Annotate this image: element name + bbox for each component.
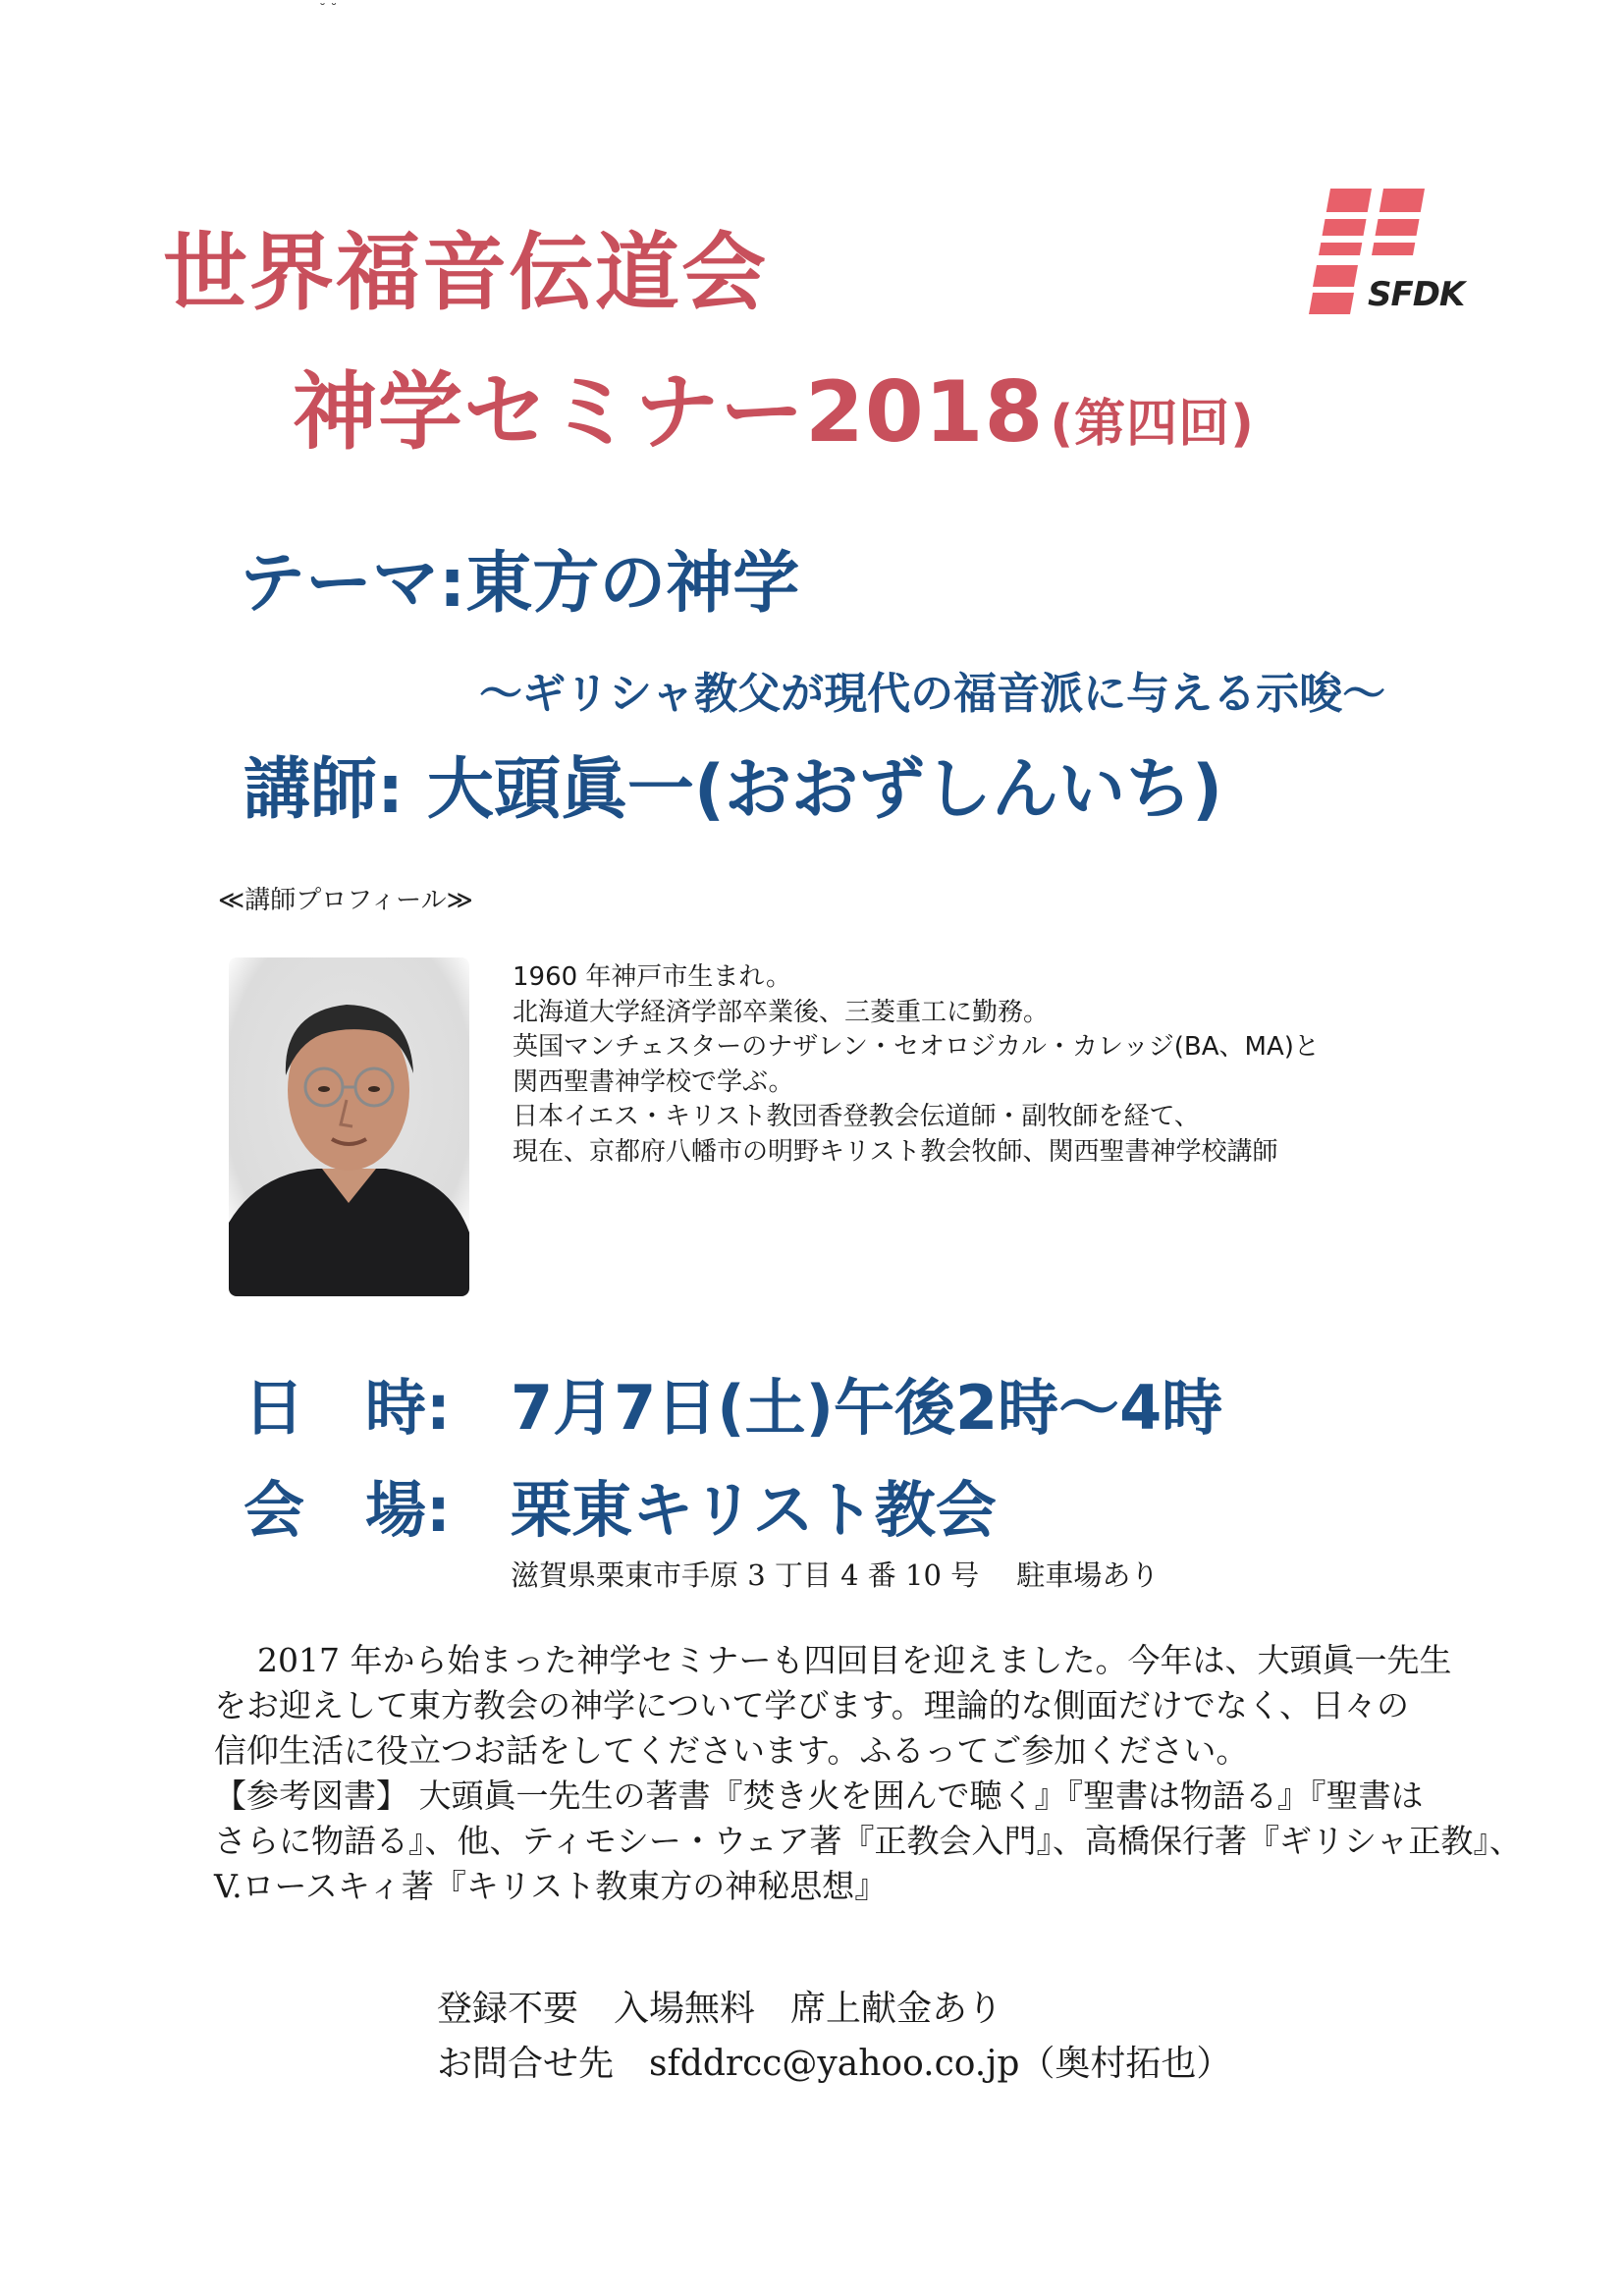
profile-bio xyxy=(513,960,1320,1170)
contact-info: お問合せ先 sfddrcc@yahoo.co.jp（奥村拓也） xyxy=(437,2044,1232,2084)
venue-label: 会 場: xyxy=(243,1474,451,1546)
description-line: 信仰生活に役立つお話をしてくださいます。ふるってご参加ください。 xyxy=(214,1731,1249,1770)
venue-address: 滋賀県栗東市手原 3 丁目 4 番 10 号 駐車場あり xyxy=(511,1558,1160,1592)
profile-heading: ≪講師プロフィール≫ xyxy=(218,886,473,915)
date-value: 7月7日(土)午後2時〜4時 xyxy=(511,1372,1223,1444)
organization-title: 世界福音伝道会 xyxy=(163,224,768,322)
date-label: 日 時: xyxy=(243,1372,451,1444)
bio-line: 現在、京都府八幡市の明野キリスト教会牧師、関西聖書神学校講師 xyxy=(513,1136,1278,1167)
reference-books-line: さらに物語る』、他、ティモシー・ウェア著『正教会入門』、高橋保行著『ギリシャ正教』、 xyxy=(214,1822,1522,1860)
description-line: 2017 年から始まった神学セミナーも四回目を迎えました。今年は、大頭眞一先生 xyxy=(257,1641,1452,1679)
speaker-portrait-icon xyxy=(229,957,469,1296)
bio-line: 英国マンチェスターのナザレン・セオロジカル・カレッジ(BA、MA)と xyxy=(513,1032,1320,1062)
scan-mark: ˘ ˘ xyxy=(319,2,338,18)
bio-line: 1960 年神戸市生まれ。 xyxy=(513,962,791,992)
bio-line: 関西聖書神学校で学ぶ。 xyxy=(513,1066,794,1097)
theme-heading: テーマ:東方の神学 xyxy=(239,545,800,623)
speaker-heading: 講師: 大頭眞一(おおずしんいち) xyxy=(243,751,1223,829)
bio-line: 北海道大学経済学部卒業後、三菱重工に勤務。 xyxy=(513,997,1050,1027)
theme-subtitle: 〜ギリシャ教父が現代の福音派に与える示唆〜 xyxy=(479,669,1386,719)
footer-info xyxy=(437,1982,1231,2092)
logo-text: SFDK xyxy=(1368,275,1465,314)
reference-books-line: V.ロースキィ著『キリスト教東方の神秘思想』 xyxy=(214,1867,888,1905)
description-line: をお迎えして東方教会の神学について学びます。理論的な側面だけでなく、日々の xyxy=(214,1686,1410,1724)
admission-info: 登録不要 入場無料 席上献金あり xyxy=(437,1989,1003,2029)
seminar-title xyxy=(293,344,1255,465)
speaker-photo xyxy=(229,957,469,1296)
description-text xyxy=(214,1638,1522,1909)
venue-value: 栗東キリスト教会 xyxy=(511,1474,997,1546)
seminar-title-edition: (第四回) xyxy=(1050,395,1255,454)
bio-line: 日本イエス・キリスト教団香登教会伝道師・副牧師を経て、 xyxy=(513,1102,1200,1131)
reference-books-line: 【参考図書】 大頭眞一先生の著書『焚き火を囲んで聴く』『聖書は物語る』『聖書は xyxy=(214,1777,1424,1815)
seminar-title-main: 神学セミナー2018 xyxy=(293,363,1045,462)
